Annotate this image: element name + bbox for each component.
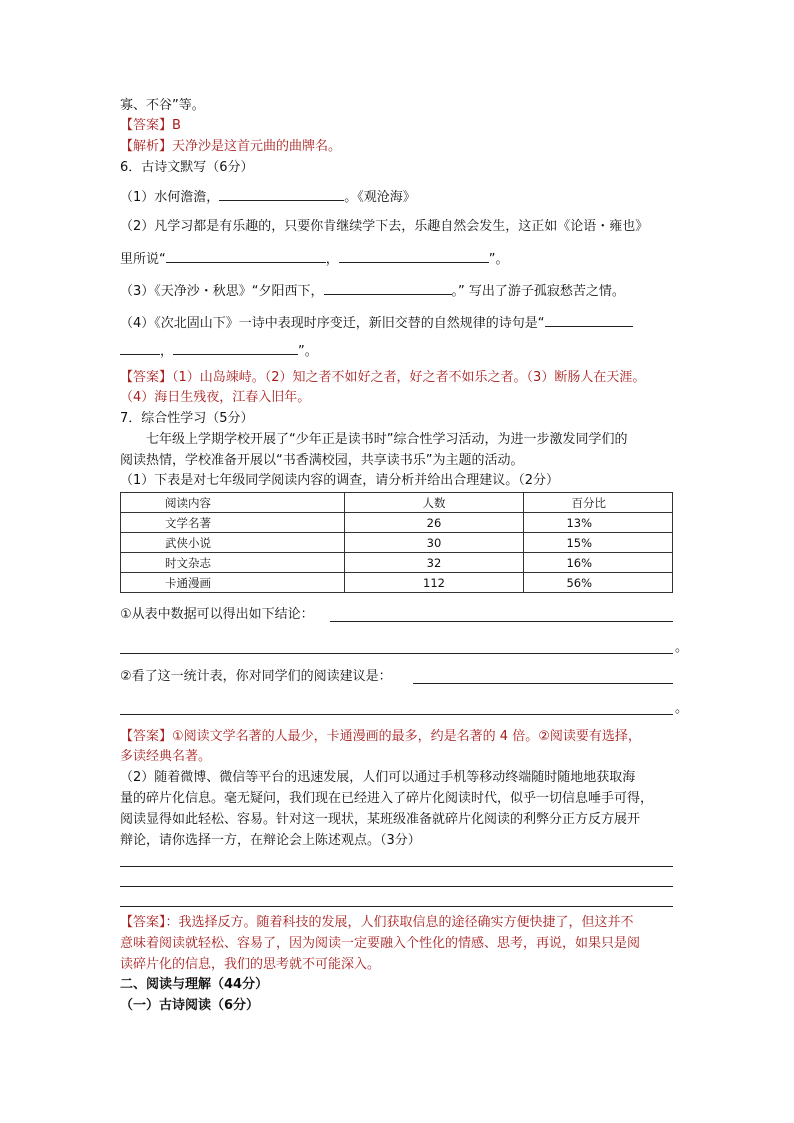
table-header: 人数 <box>345 493 524 513</box>
q7-prompt2: ②看了这一统计表，你对同学们的阅读建议是： <box>120 669 392 684</box>
table-row <box>121 513 673 533</box>
section2-subtitle: （一）古诗阅读（6分） <box>120 998 260 1013</box>
table-cell: 26 <box>345 513 524 533</box>
answer-value: B <box>172 118 181 133</box>
q7-sub1: （1）下表是对七年级同学阅读内容的调查，请分析并给出合理建议。（2分） <box>120 473 560 488</box>
answer-line[interactable] <box>413 683 673 684</box>
table-cell: 武侠小说 <box>121 533 345 553</box>
table-row <box>121 573 673 593</box>
analysis-text: 天净沙是这首元曲的曲牌名。 <box>172 139 342 154</box>
table-row <box>121 533 673 553</box>
table-cell: 16% <box>524 553 673 573</box>
q7-title: 7．综合性学习（5分） <box>120 411 254 426</box>
q6-answer-line1 <box>120 368 645 388</box>
q6-item4-text: （4）《次北固山下》一诗中表现时序变迁，新旧交替的自然规律的诗句是“ <box>120 316 545 331</box>
q6-answer-text1: （1）山岛竦峙。（2）知之者不如好之者，好之者不如乐之者。（3）断肠人在天涯。 <box>172 370 646 385</box>
q6-item2-quote-close: ”。 <box>488 252 509 267</box>
answer-line[interactable] <box>330 621 673 622</box>
q7-sub2-line2: 量的碎片化信息。毫无疑问，我们现在已经进入了碎片化阅读时代，似乎一切信息唾手可得， <box>120 791 654 806</box>
answer-label: 【答案】 <box>120 118 173 133</box>
table-cell: 文学名著 <box>121 513 345 533</box>
q7-answer1-line1 <box>120 727 641 747</box>
q7-answer2-line1 <box>120 913 634 933</box>
answer-label: 【答案】 <box>120 915 166 930</box>
blank-field[interactable] <box>166 248 326 263</box>
table-cell: 13% <box>524 513 673 533</box>
continuation-line: 寡、不谷”等。 <box>120 98 205 113</box>
q7-sub2-line1: （2）随着微博、微信等平台的迅速发展，人们可以通过手机等移动终端随时随地地获取海 <box>120 770 636 785</box>
table-header: 阅读内容 <box>121 493 345 513</box>
q6-item2-quote-open: 里所说“ <box>120 252 166 267</box>
q6-item3-note: 。” 写出了游子孤寂愁苦之情。 <box>451 284 625 299</box>
q7-answer1-line2: 多读经典名著。 <box>120 749 212 764</box>
table-cell: 30 <box>345 533 524 553</box>
period: 。 <box>675 701 689 716</box>
period: 。 <box>675 640 689 655</box>
table-cell: 32 <box>345 553 524 573</box>
blank-field[interactable] <box>219 186 344 201</box>
answer-line[interactable] <box>120 714 673 715</box>
blank-field[interactable] <box>173 340 298 355</box>
q7-answer1-text: ①阅读文学名著的人最少，卡通漫画的最多，约是名著的 4 倍。②阅读要有选择， <box>172 729 641 744</box>
blank-field[interactable] <box>339 248 489 263</box>
table-cell: 112 <box>345 573 524 593</box>
table-row <box>121 553 673 573</box>
blank-field[interactable] <box>120 340 160 355</box>
blank-field[interactable] <box>545 312 633 327</box>
q7-intro-line2: 阅读热情，学校准备开展以“书香满校园，共享读书乐”为主题的活动。 <box>120 453 524 468</box>
table-cell: 卡通漫画 <box>121 573 345 593</box>
analysis-q5 <box>120 137 341 157</box>
answer-label: 【答案】 <box>120 729 173 744</box>
q6-item3 <box>120 280 625 302</box>
q7-sub2-line3: 阅读显得如此轻松、容易。针对这一现状，某班级准备就碎片化阅读的利弊分正方反方展开 <box>120 812 641 827</box>
answer-q5 <box>120 116 181 136</box>
reading-survey-table <box>120 492 673 593</box>
q6-item2-line1: （2）凡学习都是有乐趣的，只要你肯继续学下去，乐趣自然会发生，这正如《论语・雍也》 <box>120 219 649 234</box>
blank-field[interactable] <box>324 280 452 295</box>
q7-sub2-line4: 辩论，请你选择一方，在辩论会上陈述观点。（3分） <box>120 833 421 848</box>
q6-item1-text: （1）水何澹澹， <box>120 190 220 205</box>
q6-answer-line2: （4）海日生残夜，江春入旧年。 <box>120 390 311 405</box>
answer-line[interactable] <box>120 866 673 867</box>
q7-answer2-text: ：我选择反方。随着科技的发展，人们获取信息的途径确实方便快捷了，但这并不 <box>165 915 634 930</box>
q6-item3-text: （3）《天净沙・秋思》“夕阳西下， <box>120 284 324 299</box>
analysis-label: 【解析】 <box>120 139 173 154</box>
answer-line[interactable] <box>120 886 673 887</box>
q6-item4-comma: ， <box>160 344 174 359</box>
table-cell: 56% <box>524 573 673 593</box>
table-cell: 时文杂志 <box>121 553 345 573</box>
q7-answer2-line3: 读碎片化的信息，我们的思考就不可能深入。 <box>120 957 381 972</box>
q6-title: 6．古诗文默写（6分） <box>120 160 254 175</box>
q6-item1 <box>120 186 416 208</box>
answer-line[interactable] <box>120 653 673 654</box>
q6-item2-line2 <box>120 248 509 270</box>
q7-intro-line1: 七年级上学期学校开展了“少年正是读书时”综合性学习活动，为进一步激发同学们的 <box>146 432 628 447</box>
q7-prompt1: ①从表中数据可以得出如下结论： <box>120 607 314 622</box>
table-header-row <box>121 493 673 513</box>
table-cell: 15% <box>524 533 673 553</box>
table-header: 百分比 <box>524 493 673 513</box>
q6-item4-close: ”。 <box>298 344 318 359</box>
answer-label: 【答案】 <box>120 370 173 385</box>
answer-line[interactable] <box>120 906 673 907</box>
q7-answer2-line2: 意味着阅读就轻松、容易了，因为阅读一定要融入个性化的情感、思考，再说，如果只是阅 <box>120 936 641 951</box>
q6-item1-source: 。《观沧海》 <box>344 190 416 205</box>
q6-item2-comma: ， <box>325 252 339 267</box>
q6-item4-line1 <box>120 312 633 334</box>
q6-item4-line2 <box>120 340 318 362</box>
section2-title: 二、阅读与理解（44分） <box>120 977 269 992</box>
